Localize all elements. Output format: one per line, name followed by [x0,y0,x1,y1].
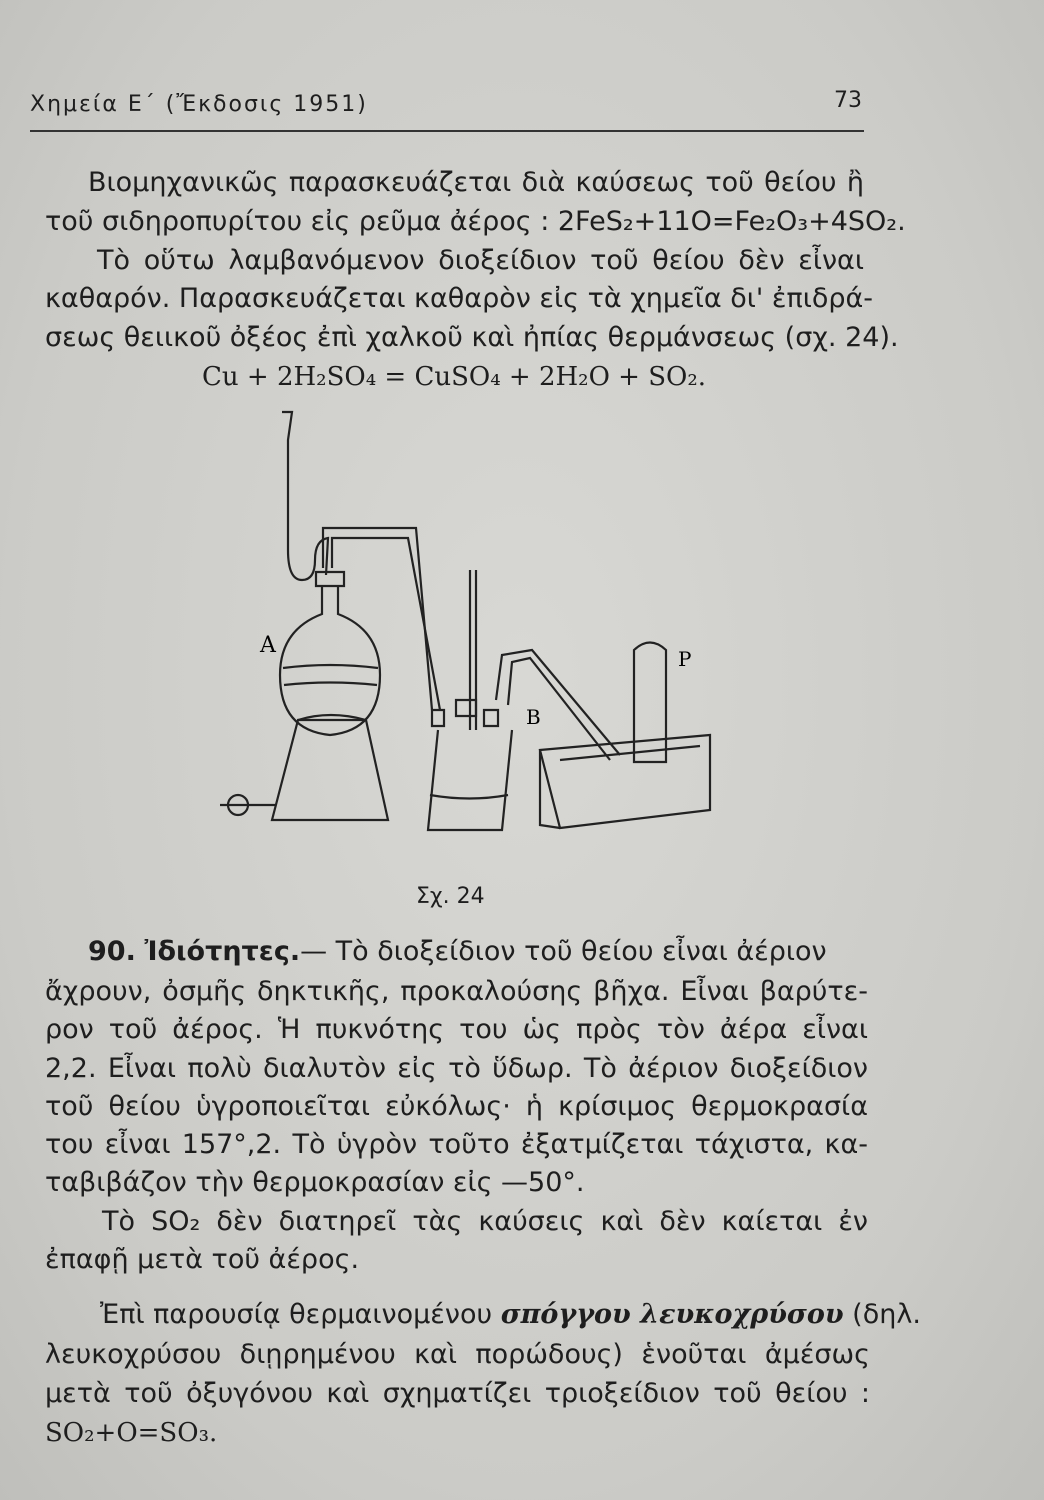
para4-text-start: Ἐπὶ παρουσίᾳ θερμαινομένου [100,1299,501,1330]
para3-line-2: ἐπαφῇ μετὰ τοῦ ἀέρος. [45,1244,360,1275]
section-number: 90. [88,936,136,967]
para1-line-5: σεως θειικοῦ ὀξέος ἐπὶ χαλκοῦ καὶ ἠπίας θερμάνσεως (σχ. 24). [45,322,899,353]
equation-copper-sulfuric: Cu + 2H₂SO₄ = CuSO₄ + 2H₂O + SO₂. [202,362,707,392]
wash-bottle-b [428,730,512,830]
section-90-text: — Τὸ διοξείδιον τοῦ θείου εἶναι ἀέριον [300,936,827,967]
tube-label-p: P [678,647,692,671]
section-90-line-3: ρον τοῦ ἀέρος. Ἡ πυκνότης του ὡς πρὸς τὸν ἀέρα εἶναι [45,1014,868,1045]
section-90-line-7: ταβιβάζον τὴν θερμοκρασίαν εἰς —50°. [45,1167,585,1198]
flask-label-a: A [260,633,276,658]
para1-line-2: τοῦ σιδηροπυρίτου εἰς ρεῦμα ἀέρος : 2FeS₂+11O=Fe₂O₃+4SO₂. [45,206,906,237]
para1-line-4: καθαρόν. Παρασκευάζεται καθαρὸν εἰς τὰ χημεῖα δι' ἐπιδρά- [45,283,874,314]
apparatus-figure [180,400,740,860]
page-number: 73 [834,88,862,113]
thistle-funnel [282,412,292,550]
para1-line-3: Τὸ οὕτω λαμβανόμενον διοξείδιον τοῦ θείου δὲν εἶναι [97,245,864,276]
delivery-tube-2 [496,650,620,755]
section-90-line-2: ἄχρουν, ὀσμῆς δηκτικῆς, προκαλούσης βῆχα. Εἶναι βαρύτε- [45,976,868,1007]
section-90-line-4: 2,2. Εἶναι πολὺ διαλυτὸν εἰς τὸ ὕδωρ. Τὸ ἀέριον διοξείδιον [45,1053,868,1084]
section-90-line-5: τοῦ θείου ὑγροποιεῖται εὐκόλως· ἡ κρίσιμος θερμοκρασία [45,1091,868,1122]
flask-stopper [316,572,344,586]
section-90-line-6: του εἶναι 157°,2. Τὸ ὑγρὸν τοῦτο ἐξατμίζεται τάχιστα, κα- [45,1129,868,1160]
flask-a [280,586,380,735]
para4-line-2: λευκοχρύσου διῃρημένου καὶ πορώδους) ἑνοῦται ἀμέσως [45,1339,870,1370]
running-head [30,88,872,122]
figure-caption: Σχ. 24 [416,884,485,909]
running-head-title: Χημεία Ε΄ (Ἔκδοσις 1951) [30,92,368,117]
para4-italic-term: σπόγγου λευκοχρύσου [500,1299,844,1330]
para3-line-1: Τὸ SO₂ δὲν διατηρεῖ τὰς καύσεις καὶ δὲν καίεται ἐν [102,1206,868,1237]
para1-line-1: Βιομηχανικῶς παρασκευάζεται διὰ καύσεως τοῦ θείου ἢ [88,167,864,198]
bottle-label-b: B [526,705,541,729]
equation-so3: SO₂+O=SO₃. [45,1418,218,1448]
collecting-tube-p [634,643,666,763]
para4-text-end: (δηλ. [843,1299,921,1330]
header-rule [30,130,864,132]
section-heading: Ἰδιότητες. [144,936,301,967]
pneumatic-trough [540,735,710,828]
para4-line-1 [100,1298,921,1332]
para4-line-3: μετὰ τοῦ ὀξυγόνου καὶ σχηματίζει τριοξείδιον τοῦ θείου : [45,1378,870,1409]
section-90-line-1 [88,935,868,969]
